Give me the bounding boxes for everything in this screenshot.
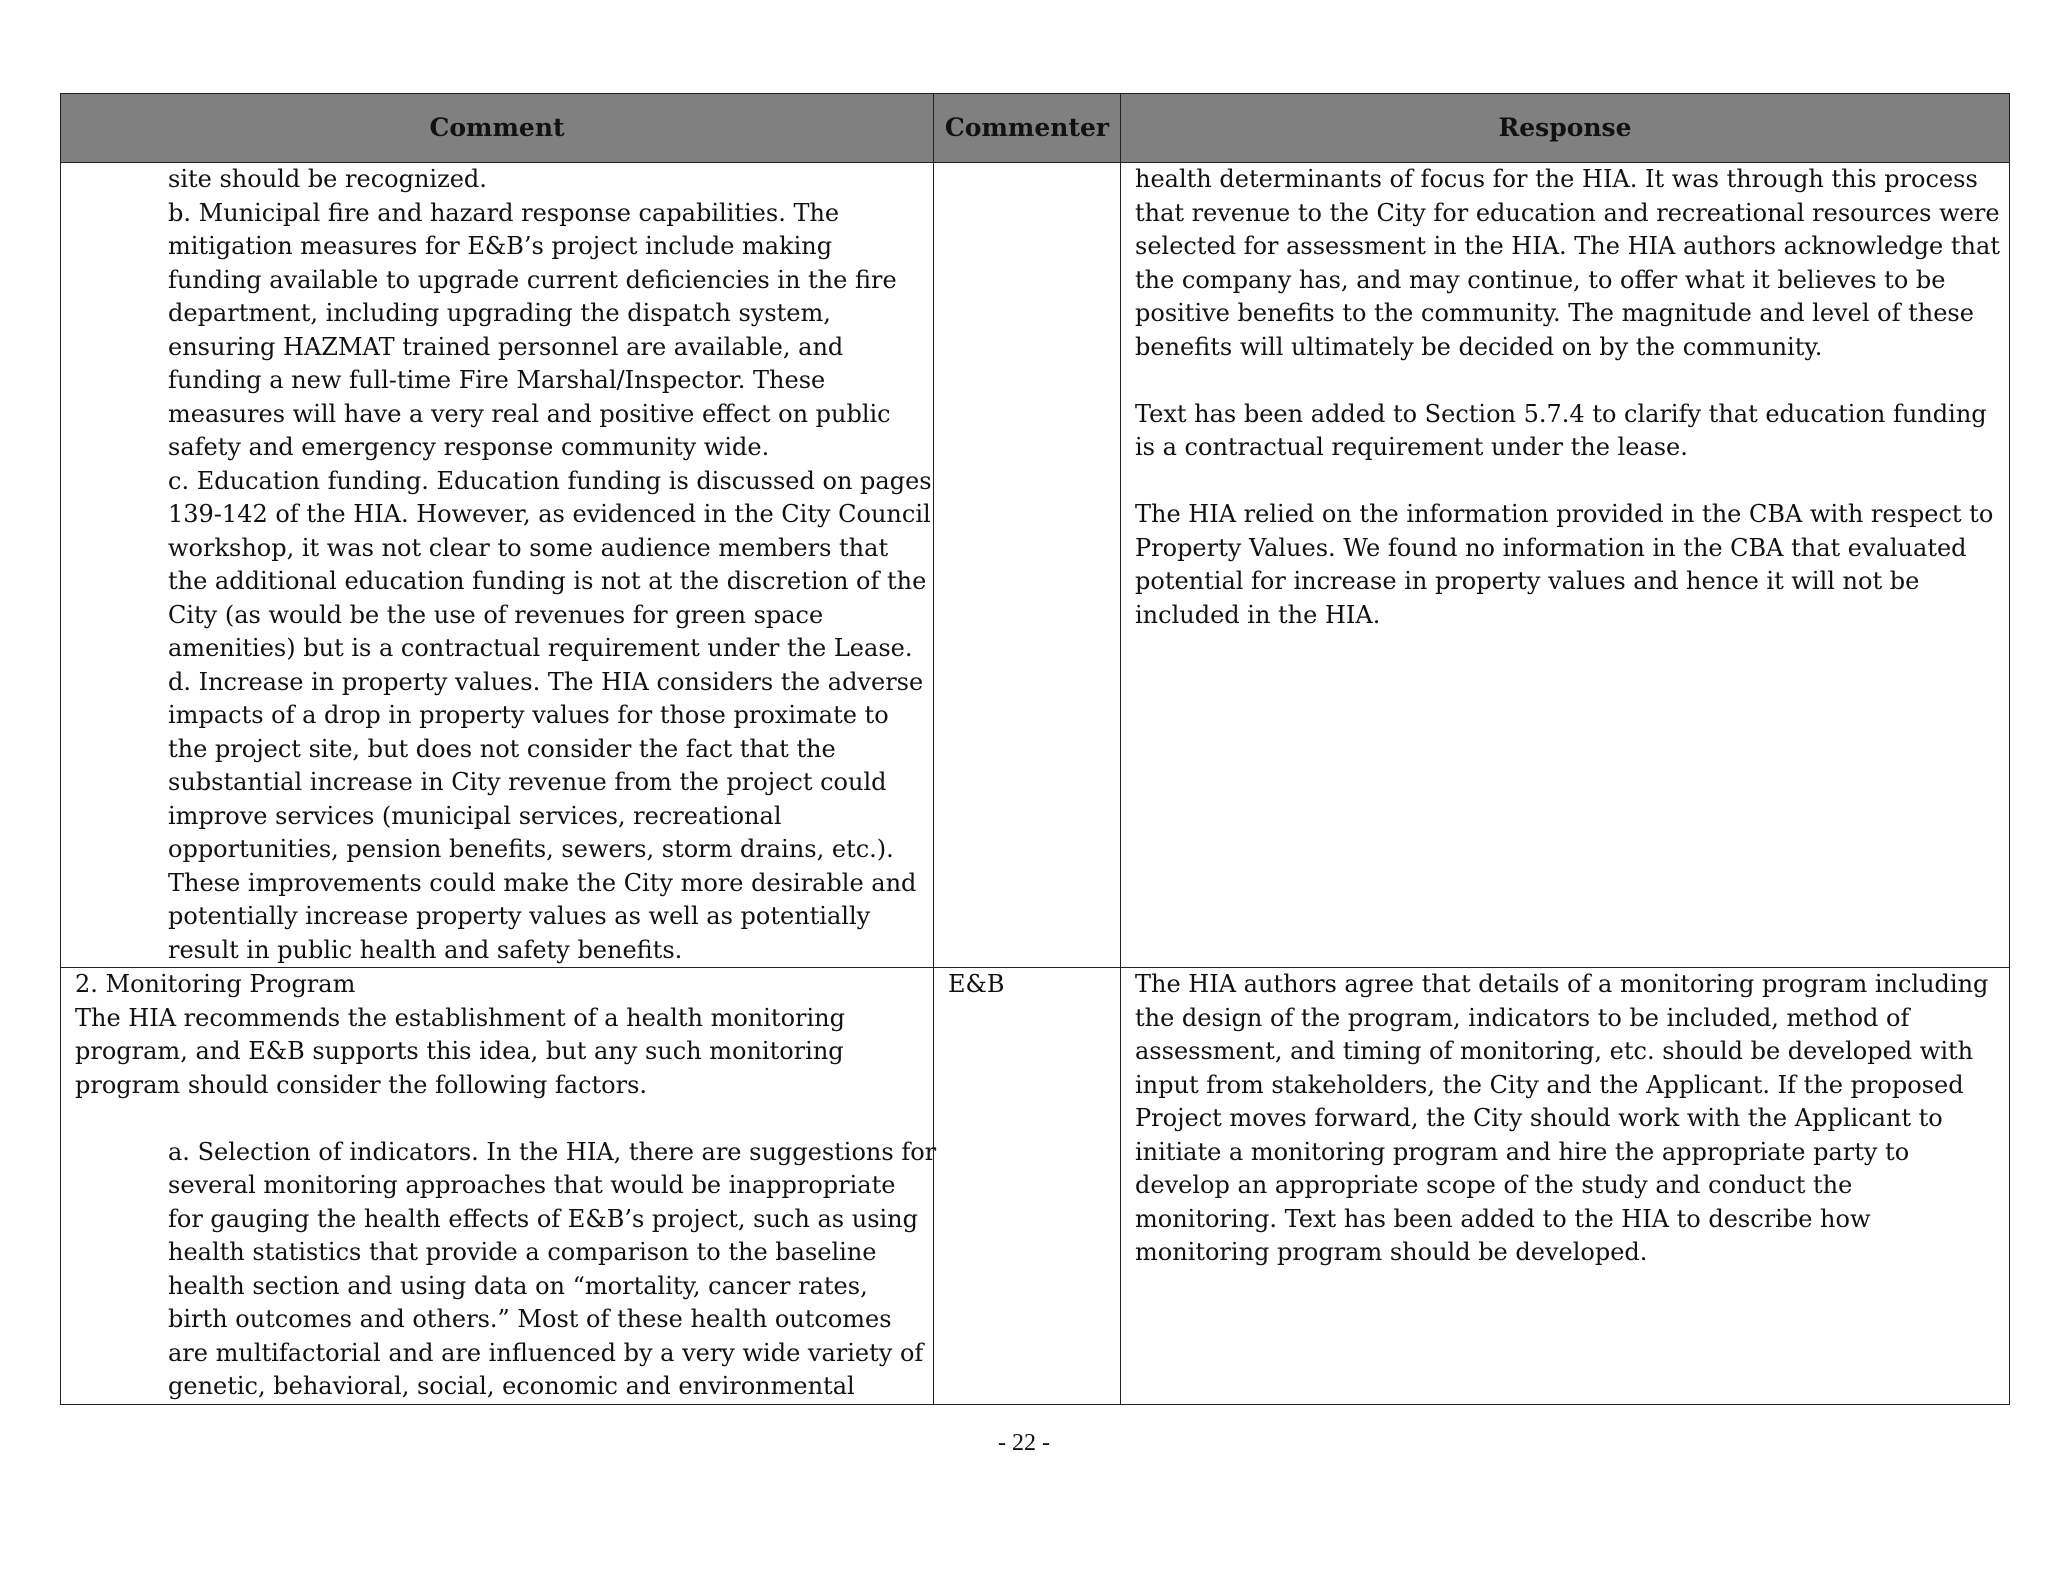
text-line: impacts of a drop in property values for those proximate to bbox=[168, 701, 889, 729]
text-line: several monitoring approaches that would be inappropriate bbox=[168, 1171, 896, 1199]
comment-cell bbox=[61, 968, 937, 1405]
table-row bbox=[61, 163, 2010, 968]
text-line: health section and using data on “mortality, cancer rates, bbox=[168, 1271, 868, 1300]
text-line: These improvements could make the City more desirable and bbox=[168, 868, 917, 897]
text-line: amenities) but is a contractual requirement under the Lease. bbox=[168, 634, 913, 662]
comment-cell bbox=[61, 163, 934, 968]
paragraph-gap bbox=[1135, 465, 1997, 499]
response-text bbox=[1135, 163, 2000, 632]
text-line: a. Selection of indicators. In the HIA, there are suggestions for bbox=[168, 1137, 937, 1166]
text-line: the design of the program, indicators to be included, method of bbox=[1135, 1003, 1910, 1032]
header-commenter: Commenter bbox=[934, 94, 1121, 163]
text-line: that revenue to the City for education and recreational resources were bbox=[1135, 198, 2000, 227]
paragraph-gap bbox=[1135, 364, 1997, 398]
text-line: opportunities, pension benefits, sewers, storm drains, etc.). bbox=[168, 835, 894, 863]
text-line: potentially increase property values as well as potentially bbox=[168, 902, 871, 930]
text-line: selected for assessment in the HIA. The HIA authors acknowledge that bbox=[1135, 232, 2000, 260]
text-line: program, and E&B supports this idea, but any such monitoring bbox=[75, 1037, 844, 1065]
text-line: 2. Monitoring Program bbox=[75, 970, 356, 998]
text-line: workshop, it was not clear to some audience members that bbox=[168, 533, 889, 562]
text-line: positive benefits to the community. The magnitude and level of these bbox=[1135, 299, 1974, 327]
comment-response-table bbox=[60, 93, 2010, 1405]
text-line: included in the HIA. bbox=[1135, 600, 1381, 629]
text-line: Project moves forward, the City should work with the Applicant to bbox=[1135, 1104, 1943, 1132]
text-line: mitigation measures for E&B’s project include making bbox=[168, 232, 833, 260]
text-line: is a contractual requirement under the lease. bbox=[1135, 433, 1688, 461]
header-comment: Comment bbox=[61, 94, 934, 163]
text-line: Property Values. We found no information in the CBA that evaluated bbox=[1135, 533, 1967, 562]
comment-heading-text bbox=[75, 968, 923, 1102]
text-line: funding a new full-time Fire Marshal/Inspector. These bbox=[168, 366, 826, 394]
table-header-row bbox=[61, 94, 2010, 163]
paragraph-gap bbox=[75, 1102, 923, 1136]
table-row bbox=[61, 968, 2010, 1405]
text-line: monitoring program should be developed. bbox=[1135, 1238, 1648, 1266]
text-line: The HIA recommends the establishment of a health monitoring bbox=[75, 1003, 845, 1032]
text-line: assessment, and timing of monitoring, etc. should be developed with bbox=[1135, 1037, 1974, 1065]
text-line: The HIA relied on the information provided in the CBA with respect to bbox=[1135, 500, 1994, 528]
text-line: develop an appropriate scope of the study and conduct the bbox=[1135, 1171, 1853, 1199]
text-line: health determinants of focus for the HIA. It was through this process bbox=[1135, 165, 1978, 193]
text-line: Text has been added to Section 5.7.4 to clarify that education funding bbox=[1135, 399, 1987, 428]
text-line: initiate a monitoring program and hire the appropriate party to bbox=[1135, 1137, 1910, 1166]
text-line: benefits will ultimately be decided on by the community. bbox=[1135, 332, 1823, 361]
text-line: safety and emergency response community wide. bbox=[168, 433, 770, 461]
response-text bbox=[1135, 968, 1997, 1270]
commenter-cell: E&B bbox=[934, 968, 1121, 1405]
text-line: potential for increase in property values and hence it will not be bbox=[1135, 567, 1920, 595]
text-line: c. Education funding. Education funding is discussed on pages bbox=[168, 466, 932, 495]
text-line: funding available to upgrade current deficiencies in the fire bbox=[168, 265, 897, 294]
text-line: City (as would be the use of revenues for green space bbox=[168, 600, 824, 629]
text-line: input from stakeholders, the City and the Applicant. If the proposed bbox=[1135, 1070, 1964, 1099]
text-line: ensuring HAZMAT trained personnel are available, and bbox=[168, 332, 844, 361]
page-number: - 22 - bbox=[998, 1430, 1050, 1456]
response-cell bbox=[1121, 968, 2010, 1405]
text-line: department, including upgrading the dispatch system, bbox=[168, 299, 831, 327]
text-line: substantial increase in City revenue from the project could bbox=[168, 768, 887, 796]
text-line: health statistics that provide a comparison to the baseline bbox=[168, 1238, 877, 1266]
text-line: improve services (municipal services, recreational bbox=[168, 801, 782, 830]
text-line: site should be recognized. bbox=[168, 165, 487, 193]
text-line: the additional education funding is not at the discretion of the bbox=[168, 567, 927, 595]
text-line: the project site, but does not consider the fact that the bbox=[168, 734, 836, 763]
header-response: Response bbox=[1121, 94, 2010, 163]
response-cell bbox=[1121, 163, 2010, 968]
text-line: genetic, behavioral, social, economic and environmental bbox=[168, 1372, 855, 1400]
text-line: 139-142 of the HIA. However, as evidenced in the City Council bbox=[168, 500, 931, 528]
comment-text bbox=[75, 163, 932, 967]
text-line: b. Municipal fire and hazard response capabilities. The bbox=[168, 198, 840, 227]
text-line: are multifactorial and are influenced by a very wide variety of bbox=[168, 1338, 924, 1367]
text-line: birth outcomes and others.” Most of these health outcomes bbox=[168, 1305, 892, 1333]
text-line: the company has, and may continue, to offer what it believes to be bbox=[1135, 265, 1946, 294]
text-line: result in public health and safety benefits. bbox=[168, 935, 683, 964]
text-line: program should consider the following factors. bbox=[75, 1070, 648, 1099]
text-line: measures will have a very real and positive effect on public bbox=[168, 399, 891, 428]
text-line: d. Increase in property values. The HIA considers the adverse bbox=[168, 667, 924, 696]
text-line: monitoring. Text has been added to the HIA to describe how bbox=[1135, 1204, 1871, 1233]
text-line: The HIA authors agree that details of a monitoring program including bbox=[1135, 970, 1989, 998]
comment-indented-text bbox=[75, 1136, 937, 1404]
text-line: for gauging the health effects of E&B’s project, such as using bbox=[168, 1204, 918, 1233]
commenter-cell bbox=[934, 163, 1121, 968]
